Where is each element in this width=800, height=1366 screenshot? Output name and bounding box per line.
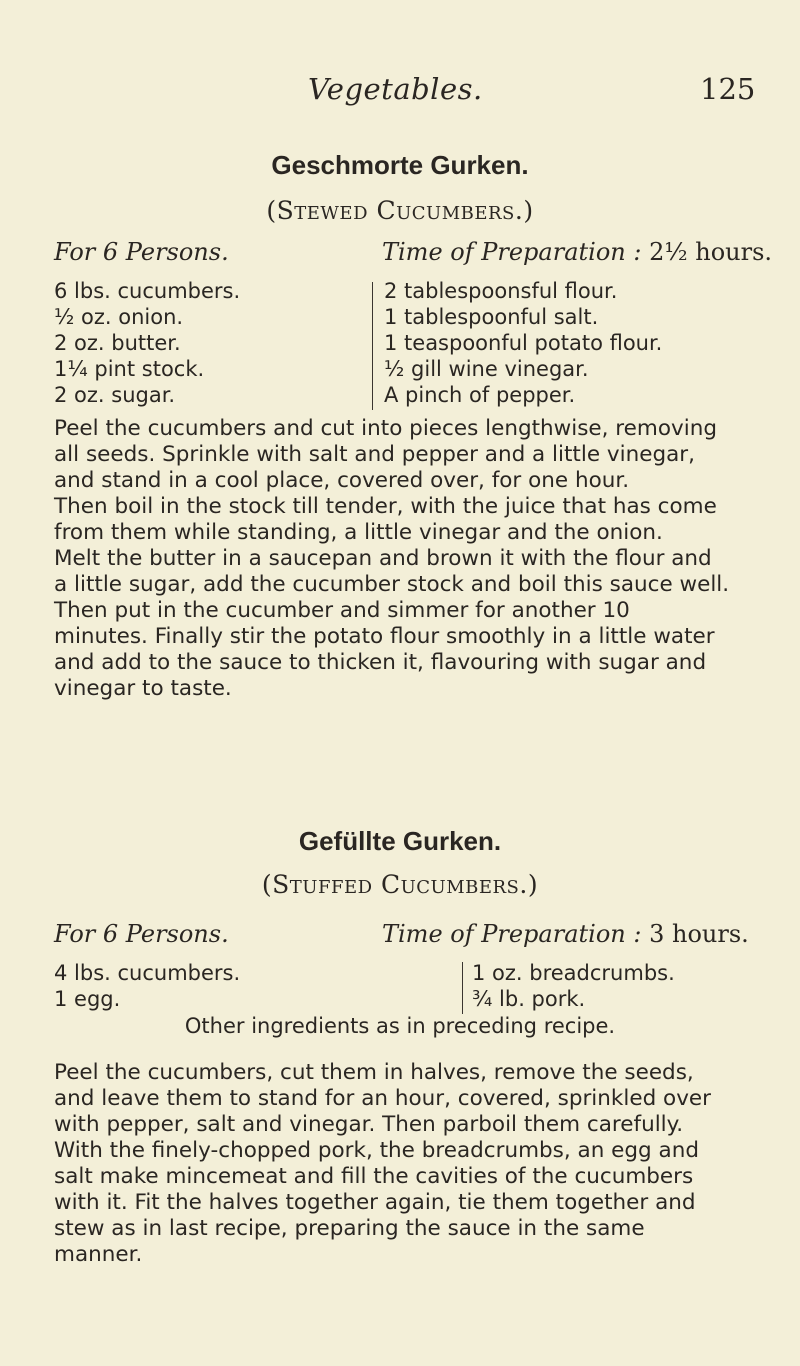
running-title: Vegetables. [308, 72, 483, 106]
recipe1-time-label: Time of Preparation : [382, 238, 642, 266]
recipe1-subtitle: (Stewed Cucumbers.) [266, 196, 534, 225]
recipe1-time-value: 2½ hours. [649, 238, 773, 266]
paragraph: Then boil in the stock till tender, with the juice that has come from them while standing, a little vinegar and the onion. [54, 494, 717, 545]
recipe2-time [382, 920, 749, 948]
recipe2-subtitle: (Stuffed Cucumbers.) [261, 870, 539, 899]
ingredient: 2 tablespoonsful flour. [384, 279, 618, 303]
ingredient: 4 lbs. cucumbers. [54, 961, 241, 985]
ingredient: 1 oz. breadcrumbs. [472, 961, 675, 985]
recipe2-title: Gefüllte Gurken. [298, 826, 502, 856]
paragraph: Peel the cucumbers and cut into pieces lengthwise, removing all seeds. Sprinkle with salt and pepper and a little vinegar, and stand in a cool place, covered over, for one hour. [54, 416, 717, 493]
recipe1-ingredients-left [54, 278, 240, 408]
recipe1-ingredients-right [384, 278, 662, 408]
recipe1-method [54, 416, 730, 702]
recipe1-title: Geschmorte Gurken. [271, 150, 529, 180]
recipe1-time [382, 238, 772, 266]
recipe1-persons: For 6 Persons. [54, 238, 229, 266]
paragraph: Melt the butter in a saucepan and brown it with the flour and a little sugar, add the cucumber stock and boil this sauce well. Then put in the cucumber and simmer for another 10 minutes. Finally stir the potato flour smoothly in a little water and add to the sauce to thicken it, flavouring with sugar and vinegar to taste. [54, 546, 730, 701]
recipe2-method [54, 1060, 730, 1268]
ingredient: 2 oz. butter. [54, 331, 181, 355]
recipe2-persons: For 6 Persons. [54, 920, 229, 948]
ingredient: 1¼ pint stock. [54, 357, 205, 381]
page-header [0, 72, 800, 112]
ingredient: A pinch of pepper. [384, 383, 576, 407]
ingredient: ½ oz. onion. [54, 305, 184, 329]
ingredient: 1 teaspoonful potato flour. [384, 331, 663, 355]
recipe2-other-ingredients: Other ingredients as in preceding recipe. [184, 1014, 616, 1038]
ingredient: ½ gill wine vinegar. [384, 357, 589, 381]
column-divider [372, 282, 373, 410]
ingredient: 1 egg. [54, 987, 121, 1011]
ingredient: 1 tablespoonful salt. [384, 305, 599, 329]
ingredient: ¾ lb. pork. [472, 987, 586, 1011]
recipe2-ingredients-right [472, 960, 675, 1012]
paragraph: Peel the cucumbers, cut them in halves, remove the seeds, and leave them to stand for an hour, covered, sprinkled over with pepper, salt and vinegar. Then parboil them carefully. [54, 1060, 711, 1137]
paragraph: With the finely-chopped pork, the breadcrumbs, an egg and salt make mincemeat and fill the cavities of the cucumbers with it. Fit the halves together again, tie them together and stew as in last recipe, preparing the sauce in the same manner. [54, 1138, 699, 1267]
ingredient: 2 oz. sugar. [54, 383, 176, 407]
recipe2-time-value: 3 hours. [649, 920, 749, 948]
recipe2-ingredients-left [54, 960, 240, 1012]
page-number: 125 [700, 72, 756, 106]
recipe2-time-label: Time of Preparation : [382, 920, 642, 948]
ingredient: 6 lbs. cucumbers. [54, 279, 241, 303]
column-divider [462, 962, 463, 1014]
